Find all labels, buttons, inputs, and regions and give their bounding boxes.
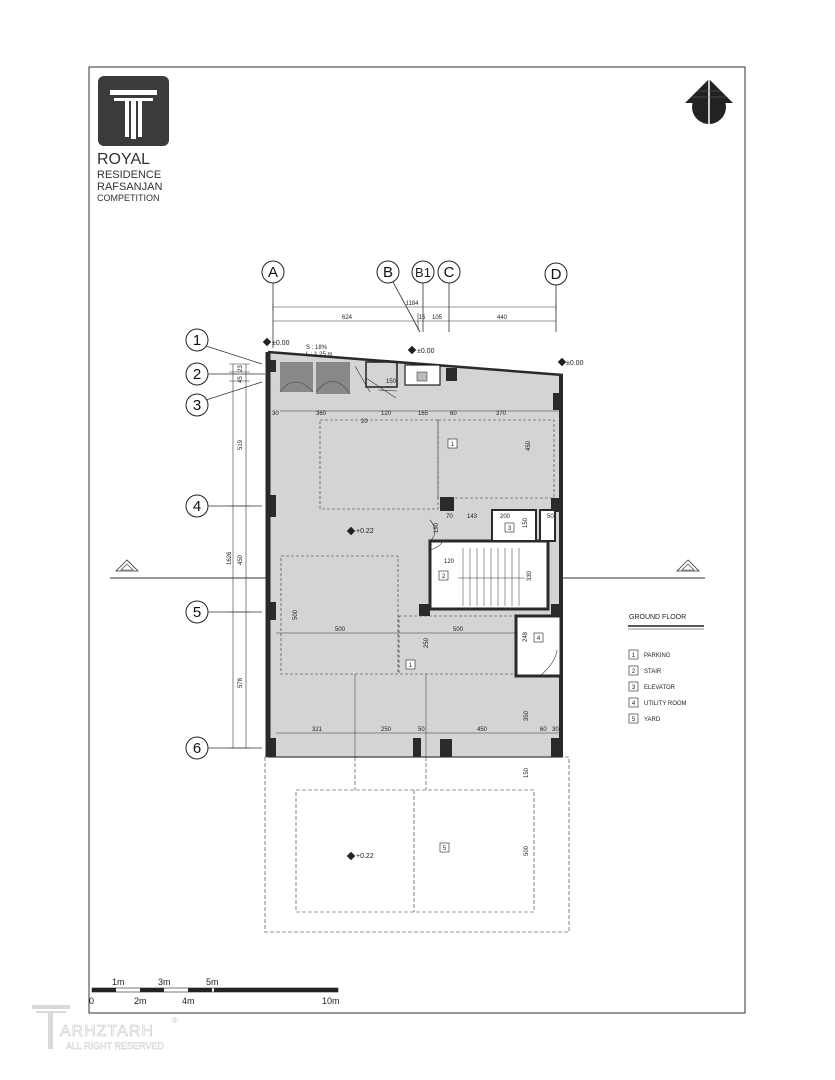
tag-number: 4 — [536, 636, 541, 642]
legend-num: 5 — [631, 717, 636, 723]
tag-number: 5 — [442, 846, 447, 852]
grid-label-B: B — [382, 264, 394, 281]
logo-line4: COMPETITION — [97, 193, 160, 203]
level-marker-top-left — [263, 338, 290, 347]
level-label: +0.22 — [356, 853, 374, 860]
dim-r3-4: 519 — [238, 439, 244, 450]
legend-num: 4 — [631, 701, 636, 707]
dim: 450 — [526, 440, 532, 451]
dim: 360 — [316, 411, 327, 417]
scale-label: 1m — [112, 977, 125, 987]
scale-label: 0 — [89, 996, 95, 1006]
dim-c-d: 440 — [496, 315, 508, 321]
dim-b1-c: 105 — [431, 315, 443, 321]
dim: 30 — [272, 411, 279, 417]
dim: 120 — [381, 411, 392, 417]
legend-label: ELEVATOR — [644, 685, 676, 691]
grid-label-D: D — [550, 266, 562, 283]
legend-title: GROUND FLOOR — [629, 614, 687, 621]
scale-label: 4m — [182, 996, 195, 1006]
dim-overall-width: 1184 — [405, 301, 419, 307]
legend-num: 2 — [631, 669, 636, 675]
logo-title: ROYAL — [97, 151, 151, 168]
utility-room — [516, 616, 561, 676]
level-label: ±0.00 — [272, 340, 290, 347]
legend-label: STAIR — [644, 669, 662, 675]
level-label: +0.22 — [356, 528, 374, 535]
level-marker-top-mid — [408, 346, 435, 355]
dim: 330 — [527, 570, 533, 581]
dim: 60 — [450, 411, 457, 417]
dim: 500 — [453, 627, 464, 633]
scale-label: 3m — [158, 977, 171, 987]
logo — [97, 76, 169, 203]
tag-yard — [440, 843, 449, 852]
level-marker-yard — [347, 852, 374, 860]
scale-label: 2m — [134, 996, 147, 1006]
legend-label: YARD — [644, 717, 661, 723]
legend-num: 1 — [631, 653, 636, 659]
ramp-slope: S : 18% — [306, 345, 328, 351]
dim: 248 — [523, 631, 529, 642]
dim: 321 — [312, 727, 323, 733]
dim-r2-3: 45 — [238, 376, 244, 383]
dim: 50 — [547, 514, 554, 520]
dim: 500 — [335, 627, 346, 633]
dim: 60 — [540, 727, 547, 733]
dim-r4-5: 450 — [238, 554, 244, 565]
dim-a-b: 624 — [341, 315, 353, 321]
dim: 250 — [424, 637, 430, 648]
tag-elevator — [505, 523, 514, 532]
watermark-rights: ALL RIGHT RESERVED — [66, 1041, 164, 1051]
dim: 120 — [444, 559, 455, 565]
dim: 370 — [496, 411, 507, 417]
grid-label-B1: B1 — [415, 265, 431, 280]
scale-label: 10m — [322, 996, 340, 1006]
dim: 143 — [467, 514, 478, 520]
dim: 450 — [477, 727, 488, 733]
scale-label: 5m — [206, 977, 219, 987]
level-marker-top-right — [558, 358, 584, 367]
dim-r1-2: 23 — [238, 365, 244, 372]
dim: 200 — [500, 514, 511, 520]
grid-label-C: C — [443, 264, 455, 281]
level-marker-interior — [347, 527, 374, 535]
dim: 190 — [434, 522, 440, 533]
grid-label-6: 6 — [192, 740, 202, 757]
dim: 250 — [381, 727, 392, 733]
dim: 165 — [418, 411, 429, 417]
watermark-registered: ® — [172, 1016, 178, 1025]
logo-line3: RAFSANJAN — [97, 181, 163, 193]
grid-label-1: 1 — [192, 332, 202, 349]
legend-label: PARKING — [644, 653, 671, 659]
grid-label-2: 2 — [192, 366, 202, 383]
tag-number: 1 — [408, 663, 413, 669]
legend-num: 3 — [631, 685, 636, 691]
tag-number: 2 — [441, 574, 446, 580]
tag-number: 3 — [507, 526, 512, 532]
tag-parking-2 — [406, 660, 415, 669]
tag-parking-1 — [448, 439, 457, 448]
dim: 150 — [524, 767, 530, 778]
dim: 350 — [524, 710, 530, 721]
grid-label-3: 3 — [192, 397, 202, 414]
level-label: ±0.00 — [417, 348, 435, 355]
dim: 70 — [446, 514, 453, 520]
legend-label: UTILITY ROOM — [644, 701, 687, 707]
dim: 150 — [386, 379, 397, 385]
dim: 30 — [552, 727, 559, 733]
ramp-length: L : 1.25 m — [306, 352, 333, 358]
dim: 150 — [523, 517, 529, 528]
tag-number: 1 — [450, 442, 455, 448]
grid-label-4: 4 — [192, 498, 202, 515]
dim: 500 — [293, 609, 299, 620]
level-label: ±0.00 — [566, 360, 584, 367]
tag-stair — [439, 571, 448, 580]
dim-b-b1: 15 — [418, 315, 426, 321]
dim: 20 — [361, 419, 368, 425]
dim-r5-6: 578 — [238, 677, 244, 688]
dim: 50 — [418, 727, 425, 733]
logo-line2: RESIDENCE — [97, 169, 162, 181]
dim-overall-height: 1626 — [227, 551, 233, 565]
watermark-name: ARHZTARH — [60, 1023, 154, 1040]
tag-utility — [534, 633, 543, 642]
floor-plan — [266, 352, 563, 757]
grid-label-5: 5 — [192, 604, 202, 621]
grid-label-A: A — [267, 264, 279, 281]
dim: 500 — [524, 845, 530, 856]
